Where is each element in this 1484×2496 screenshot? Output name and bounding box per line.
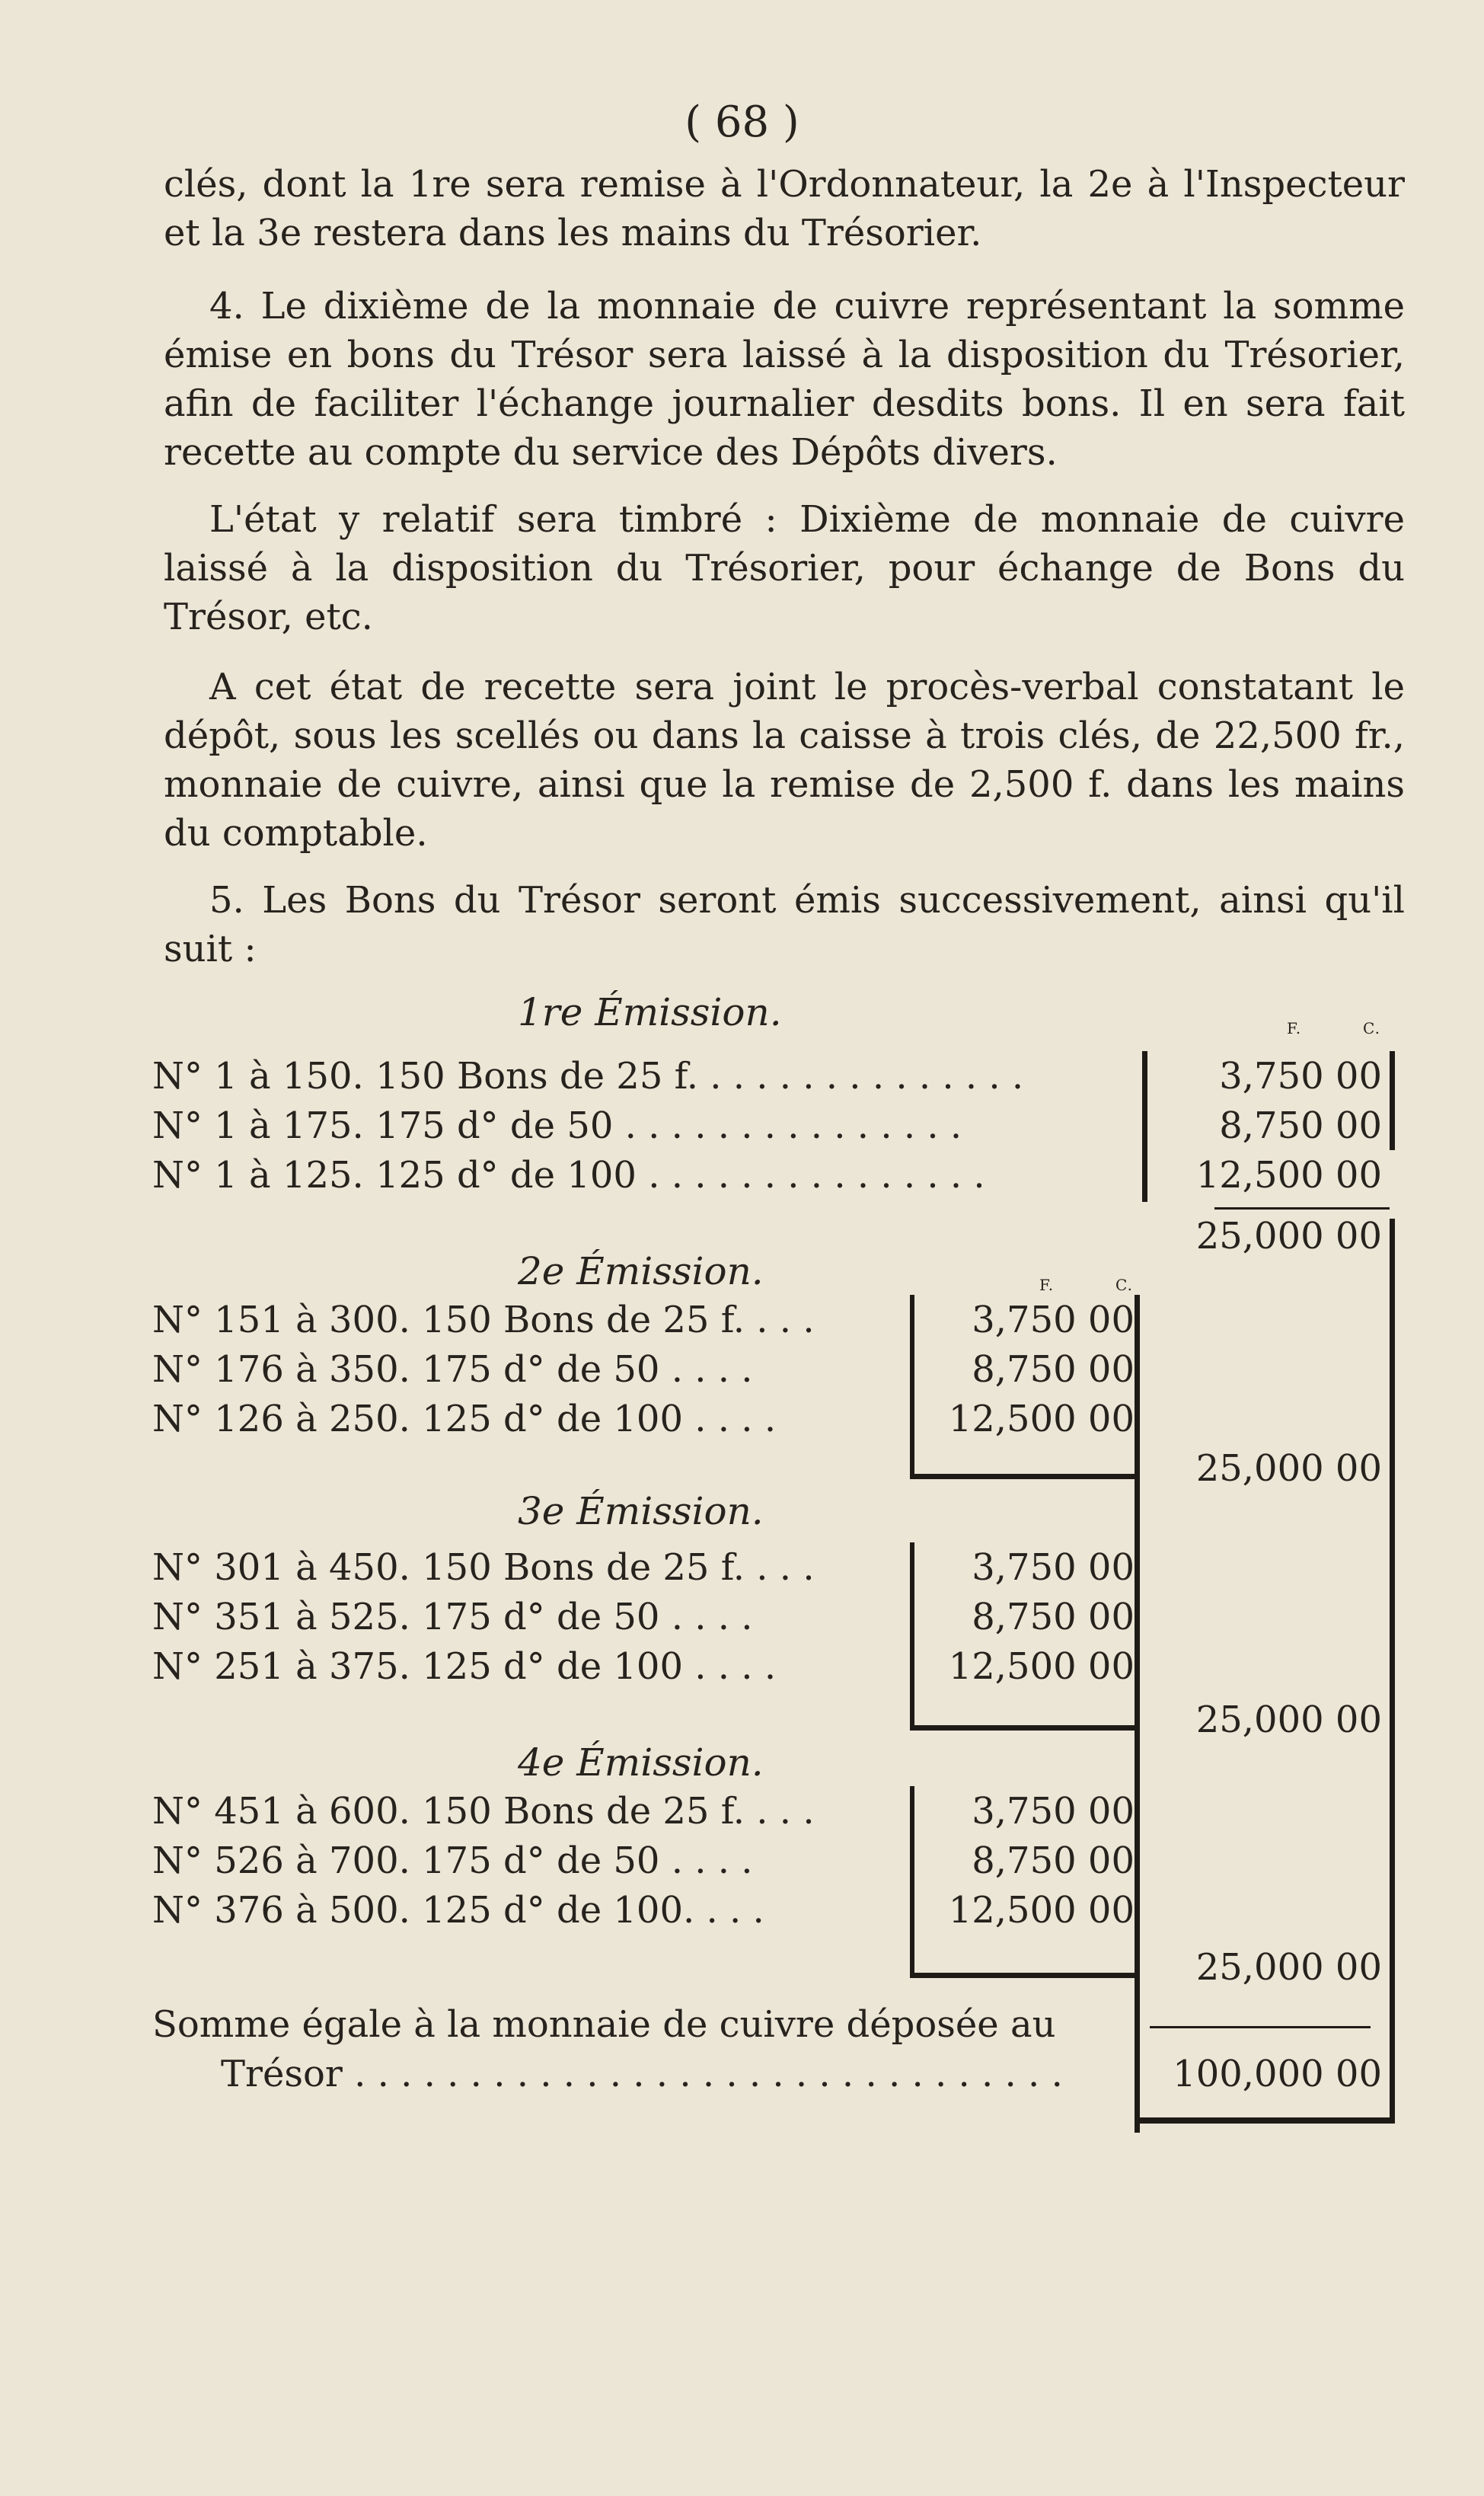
paragraph-3 [164,495,1405,641]
emission-1-sum-rule [1214,1207,1390,1210]
paragraph-1 [164,160,1405,257]
grand-total: 100,000 00 [1173,2053,1382,2095]
emission-3-bottom-rule [910,1725,1138,1731]
paragraph-4-text: A cet état de recette sera joint le procès-verbal constatant le dépôt, sous les scellés ou dans la caisse à trois clés, de 22,500 fr., monnaie de cuivre, ainsi que la remise de 2,500 f. dans les mains du comptable. [164,666,1405,855]
emission-3-title: 3e Émission. [518,1489,764,1533]
emission-2-title: 2e Émission. [518,1249,764,1293]
paragraph-4 [164,663,1405,858]
emission-2-amount-2: 8,750 00 [972,1348,1135,1391]
emission-1-amount-3: 12,500 00 [1195,1154,1382,1197]
paragraph-2-text: 4. Le dixième de la monnaie de cuivre représentant la somme émise en bons du Trésor sera laissé à la disposition du Trésorier, afin de faciliter l'échange journalier desdits bons. Il en sera fait recette au compte du service des Dépôts divers. [164,285,1405,474]
amounts-right-rule [1135,1295,1140,2133]
emission-2-total: 25,000 00 [1195,1447,1382,1490]
header-centimes-2: C. [1115,1276,1133,1294]
emission-1-amount-2: 8,750 00 [1219,1104,1382,1147]
emission-2-amount-3: 12,500 00 [948,1398,1135,1440]
emission-4-title: 4e Émission. [518,1740,764,1785]
paragraph-5-text: 5. Les Bons du Trésor seront émis successivement, ainsi qu'il suit : [164,879,1405,970]
emission-1-left-rule [1142,1051,1147,1202]
right-column-top-rule [1390,1051,1395,1150]
emission-1-total: 25,000 00 [1195,1215,1382,1258]
totals-right-rule [1390,1219,1395,2121]
paragraph-3-text: L'état y relatif sera timbré : Dixième de monnaie de cuivre laissé à la disposition du Trésorier, pour échange de Bons du Trésor, etc. [164,498,1405,638]
header-centimes-1: C. [1363,1019,1380,1037]
emission-3-total: 25,000 00 [1195,1699,1382,1741]
emission-2-bottom-rule [910,1474,1138,1479]
paragraph-5 [164,876,1405,973]
emission-3-amount-1: 3,750 00 [972,1546,1135,1589]
emission-4-bottom-rule [910,1973,1138,1978]
grand-total-rule [1150,2026,1371,2028]
emission-4-amount-2: 8,750 00 [972,1839,1135,1882]
emission-3-amount-3: 12,500 00 [948,1645,1135,1688]
emission-1-amount-1: 3,750 00 [1219,1055,1382,1098]
emission-4-left-rule [910,1786,914,1977]
paragraph-2 [164,282,1405,477]
emission-2-amount-1: 3,750 00 [972,1299,1135,1341]
paragraph-1-text: clés, dont la 1re sera remise à l'Ordonnateur, la 2e à l'Inspecteur et la 3e restera dans les mains du Trésorier. [164,163,1405,254]
page-number: ( 68 ) [685,97,799,147]
emission-2-left-rule [910,1295,914,1478]
emission-4-amount-1: 3,750 00 [972,1790,1135,1833]
emission-4-amount-3: 12,500 00 [948,1889,1135,1932]
header-francs-1: F. [1287,1019,1302,1037]
emission-4-total: 25,000 00 [1195,1946,1382,1989]
emission-3-amount-2: 8,750 00 [972,1596,1135,1638]
grand-total-bottom-rule [1138,2117,1395,2124]
emission-3-left-rule [910,1542,914,1729]
document-page: ( 68 ) clés, dont la 1re sera remise à l'Ordonnateur, la 2e à l'Inspecteur et la 3e restera dans les mains du Trésorier. 4. Le dixième de la monnaie de cuivre représentant la somme émise en bons du Trésor sera laissé à la disposition du Trésorier, afin de faciliter l'échange journalier desdits bons. Il en sera fait recette au compte du service des Dépôts divers. L'état y relatif sera timbré : Dixième de monnaie de cuivre laissé à la disposition du Trésorier, pour échange de Bons du Trésor, etc. A cet état de recette sera joint le procès-verbal constatant le dépôt, sous les scellés ou dans la caisse à trois clés, de 22,500 fr., monnaie de cuivre, ainsi que la remise de 2,500 f. dans les mains du comptable. 5. Les Bons du Trésor seront émis successivement, ainsi qu'il suit : 1re Émission. F. C. N° 1 à 150. 150 Bons de 25 f. . . . . . . . . . . . . . . N° 1 à 175. 175 d° de 50 . . . . . . . . . . . . . . . N° 1 à 125. 125 d° de 100 . . . . . . . . . . . . . . . 3,750 00 8,750 00 12,500 00 25,000 00 2e Émission. F. C. N° 151 à 300. 150 Bons de 25 f. . . . N° 176 à 350. 175 d° de 50 . . . . N° 126 à 250. 125 d° de 100 . . . . 3,750 00 8,750 00 12,500 00 25,000 00 3e Émission. N° 301 à 450. 150 Bons de 25 f. . . . N° 351 à 525. 175 d° de 50 . . . . N° 251 à 375. 125 d° de 100 . . . . 3,750 00 8,750 00 12,500 00 25,000 00 4e Émission. N° 451 à 600. 150 Bons de 25 f. . . . N° 526 à 700. 175 d° de 50 . . . . N° 376 à 500. 125 d° de 100. . . . 3,750 00 8,750 00 12,500 00 25,000 00 Somme égale à la monnaie de cuivre déposée au Trésor . . . . . . . . . . . . . . . . . . . . . . . . . . . . . . . 100,000 00 [0,0,1484,2496]
header-francs-2: F. [1039,1276,1055,1294]
emission-1-title: 1re Émission. [518,990,782,1034]
